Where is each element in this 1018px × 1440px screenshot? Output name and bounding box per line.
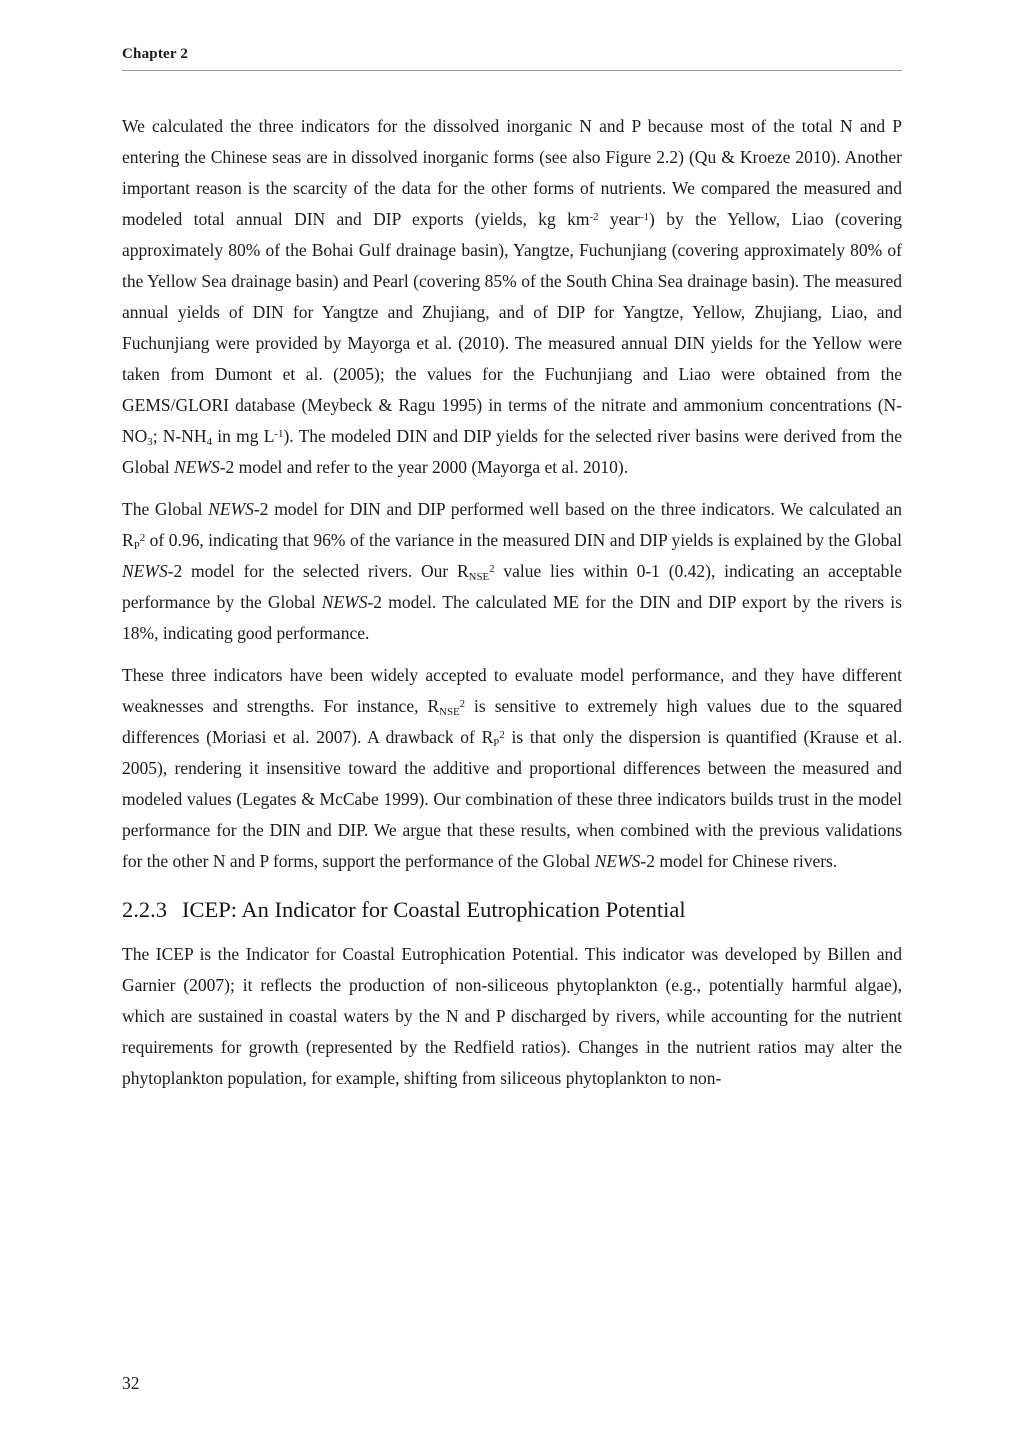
header-rule bbox=[122, 70, 902, 71]
running-header-chapter: Chapter 2 bbox=[122, 46, 189, 62]
paragraph-indicator-discussion: These three indicators have been widely accepted to evaluate model performance, and they have different weaknesses and strengths. For instance, RNSE$^2$ is sensitive to extremely high values due to the squared differences (Moriasi et al. 2007). A drawback of $RP^2$ is that only the dispersion is quantified (Krause et al. 2005), rendering it insensitive toward the additive and proportional differences between the measured and modeled values (Legates & McCabe 1999). Our combination of these three indicators builds trust in the model performance for the DIN and DIP. We argue that these results, when combined with the previous validations for the other N and P forms, support the performance of the Global NEWS-2 model for Chinese rivers. bbox=[122, 665, 902, 871]
paragraph-model-performance: The Global NEWS-2 model for DIN and DIP performed well based on the three indicators. We calculated an $RP^2$ of 0.96, indicating that 96% of the variance in the measured DIN and DIP yields is explained by the Global NEWS-2 model for the selected rivers. Our RNSE$^2$ value lies within 0-1 (0.42), indicating an acceptable performance by the Global NEWS-2 model. The calculated ME for the DIN and DIP export by the rivers is 18%, indicating good performance. bbox=[122, 499, 902, 643]
section-title: ICEP: An Indicator for Coastal Eutrophication Potential bbox=[182, 897, 686, 922]
page-header bbox=[122, 46, 902, 71]
paragraph-validation-data: We calculated the three indicators for the dissolved inorganic N and P because most of the total N and P entering the Chinese seas are in dissolved inorganic forms (see also Figure 2.2) (Qu & Kroeze 2010). Another important reason is the scarcity of the data for the other forms of nutrients. We compared the measured and modeled total annual DIN and DIP exports (yields, kg $km^{-2}$ year$^{-1}$) by the Yellow, Liao (covering approximately 80% of the Bohai Gulf drainage basin), Yangtze, Fuchunjiang (covering approximately 80% of the Yellow Sea drainage basin) and Pearl (covering 85% of the South China Sea drainage basin). The measured annual yields of DIN for Yangtze and Zhujiang, and of DIP for Yangtze, Yellow, Zhujiang, Liao, and Fuchunjiang were provided by Mayorga et al. (2010). The measured annual DIN yields for the Yellow were taken from Dumont et al. (2005); the values for the Fuchunjiang and Liao were obtained from the GEMS/GLORI database (Meybeck & Ragu 1995) in terms of the nitrate and ammonium concentrations (N-NO3; N-NH4 in mg $L^{-1}$). The modeled DIN and DIP yields for the selected river basins were derived from the Global NEWS-2 model and refer to the year 2000 (Mayorga et al. 2010). bbox=[122, 116, 902, 477]
page-footer bbox=[122, 1373, 140, 1394]
section-number: 2.2.3 bbox=[122, 897, 167, 922]
page-body bbox=[122, 111, 902, 1094]
paragraph-icep-intro: The ICEP is the Indicator for Coastal Eutrophication Potential. This indicator was developed by Billen and Garnier (2007); it reflects the production of non-siliceous phytoplankton (e.g., potentially harmful algae), which are sustained in coastal waters by the N and P discharged by rivers, while accounting for the nutrient requirements for growth (represented by the Redfield ratios). Changes in the nutrient ratios may alter the phytoplankton population, for example, shifting from siliceous phytoplankton to non- bbox=[122, 944, 902, 1088]
page-number: 32 bbox=[122, 1373, 140, 1393]
section-heading bbox=[122, 895, 902, 925]
